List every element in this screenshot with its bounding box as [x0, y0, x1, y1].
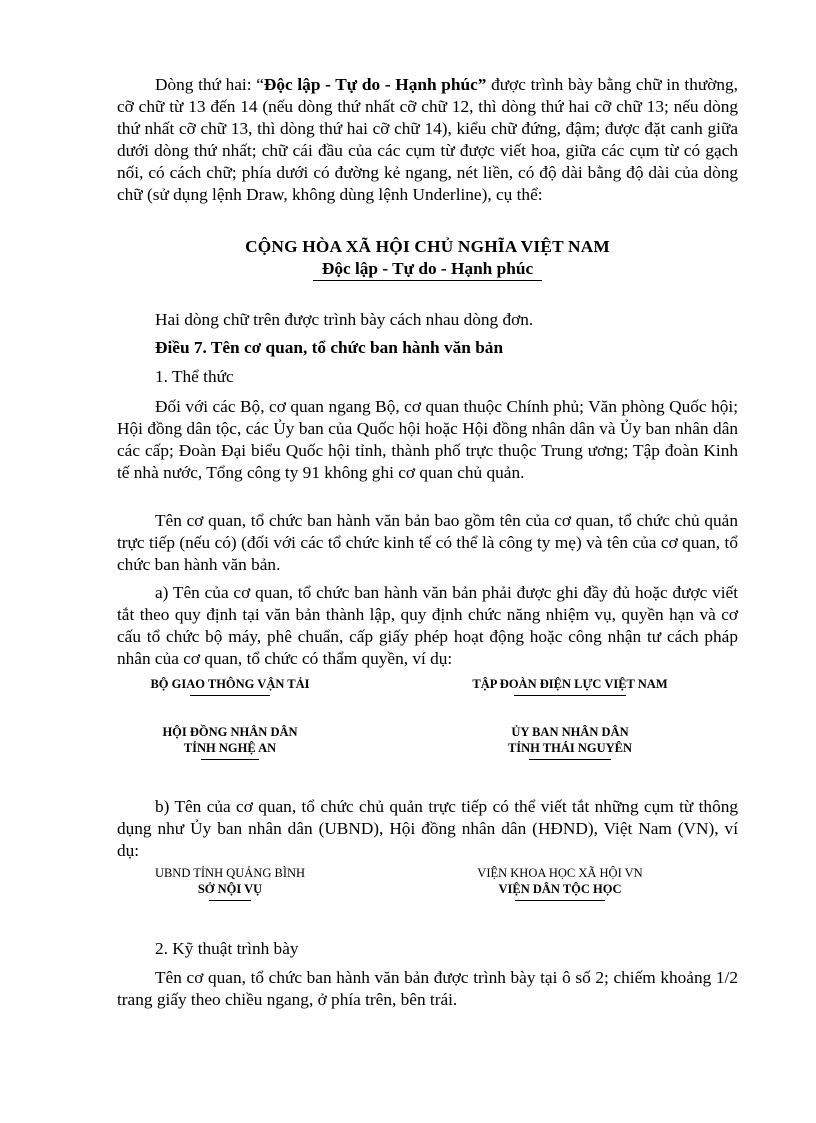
p1-rest: được trình bày bằng chữ in thường, cỡ chữ từ 13 đến 14 (nếu dòng thứ nhất cỡ chữ 12, thì dòng thứ hai cỡ chữ 13; nếu dòng thứ nhất cỡ chữ 13, thì dòng thứ hai cỡ chữ 14), kiểu chữ đứng, đậm; được đặt canh giữa dưới dòng thứ nhất; chữ cái đầu của các cụm từ được viết hoa, giữa các cụm từ có gạch nối, có cách chữ; phía dưới có đường kẻ ngang, nét liền, có độ dài bằng độ dài của dòng chữ (sử dụng lệnh Draw, không dùng lệnh Underline), cụ thể: [117, 75, 738, 204]
example-institute-l1: VIỆN KHOA HỌC XÃ HỘI VN [477, 866, 643, 880]
p1-motto: Độc lập - Tự do - Hạnh phúc” [263, 75, 487, 94]
paragraph-spacing: Hai dòng chữ trên được trình bày cách nhau dòng đơn. [155, 310, 534, 329]
example-institute [430, 865, 690, 901]
example-ministry-name: BỘ GIAO THÔNG VẬN TẢI [150, 677, 310, 691]
example-corporation-rule [514, 695, 626, 696]
example-committee-rule [529, 759, 611, 760]
example-province-l2: SỞ NỘI VỤ [197, 882, 263, 896]
section-1-heading: 1. Thể thức [155, 367, 234, 386]
example-corporation [440, 676, 700, 696]
example-ministry [120, 676, 340, 696]
example-committee [440, 724, 700, 760]
example-ministry-rule [190, 695, 270, 696]
paragraph-example-b: b) Tên của cơ quan, tổ chức chủ quản trực tiếp có thể viết tắt những cụm từ thông dụng như Ủy ban nhân dân (UBND), Hội đồng nhân dân (HĐND), Việt Nam (VN), ví dụ: [117, 797, 738, 860]
example-council-rule [201, 759, 259, 760]
paragraph-organization-name: Tên cơ quan, tổ chức ban hành văn bản bao gồm tên của cơ quan, tổ chức chủ quản trực tiếp (nếu có) (đối với các tổ chức kinh tế có thể là công ty mẹ) và tên của cơ quan, tổ chức ban hành văn bản. [117, 511, 738, 574]
motto-underline [313, 280, 542, 281]
example-council-l1: HỘI ĐỒNG NHÂN DÂN [162, 725, 298, 739]
p1-lead: Dòng thứ hai: “ [155, 75, 264, 94]
example-province-dept [120, 865, 340, 901]
example-committee-l2: TỈNH THÁI NGUYÊN [507, 741, 633, 755]
national-title: CỘNG HÒA XÃ HỘI CHỦ NGHĨA VIỆT NAM [245, 237, 610, 256]
paragraph-layout: Tên cơ quan, tổ chức ban hành văn bản được trình bày tại ô số 2; chiếm khoảng 1/2 trang giấy theo chiều ngang, ở phía trên, bên trái. [117, 968, 738, 1009]
example-council [120, 724, 340, 760]
example-council-l2: TỈNH NGHỆ AN [183, 741, 277, 755]
example-province-l1: UBND TỈNH QUẢNG BÌNH [154, 866, 306, 880]
section-2-heading: 2. Kỹ thuật trình bày [155, 939, 299, 958]
example-institute-l2: VIỆN DÂN TỘC HỌC [498, 882, 622, 896]
paragraph-ministries: Đối với các Bộ, cơ quan ngang Bộ, cơ quan thuộc Chính phủ; Văn phòng Quốc hội; Hội đồng dân tộc, các Ủy ban của Quốc hội hoặc Hội đồng nhân dân và Ủy ban nhân dân các cấp; Đoàn Đại biểu Quốc hội tỉnh, thành phố trực thuộc Trung ương; Tập đoàn Kinh tế nhà nước, Tổng công ty 91 không ghi cơ quan chủ quản. [117, 397, 738, 482]
example-province-rule [209, 900, 251, 901]
paragraph-example-a: a) Tên của cơ quan, tổ chức ban hành văn bản phải được ghi đầy đủ hoặc được viết tắt theo quy định tại văn bản thành lập, quy định chức năng nhiệm vụ, quyền hạn và cơ cấu tổ chức bộ máy, phê chuẩn, cấp giấy phép hoạt động hoặc công nhận tư cách pháp nhân của cơ quan, tổ chức có thẩm quyền, ví dụ: [117, 583, 738, 668]
motto-line: Độc lập - Tự do - Hạnh phúc [321, 259, 534, 278]
example-institute-rule [515, 900, 605, 901]
example-corporation-name: TẬP ĐOÀN ĐIỆN LỰC VIỆT NAM [472, 677, 668, 691]
example-committee-l1: ỦY BAN NHÂN DÂN [511, 725, 629, 739]
article-7-heading: Điều 7. Tên cơ quan, tổ chức ban hành văn bản [155, 338, 504, 357]
paragraph-line-two-rule [117, 74, 738, 206]
